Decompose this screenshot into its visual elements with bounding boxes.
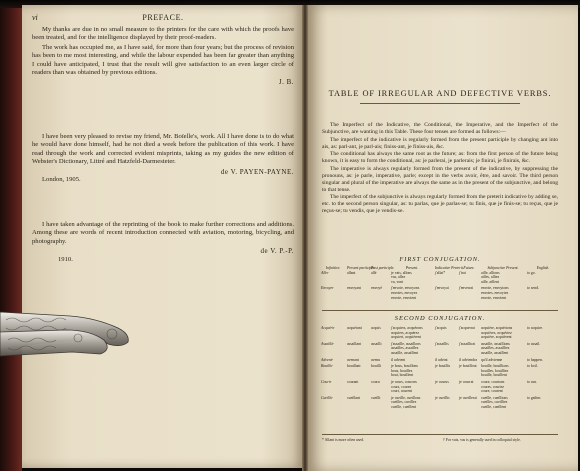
table-cell: j'acquerrai [459,326,475,330]
table-introduction [322,122,558,216]
footnotes [322,438,558,443]
table-cell: courant [347,379,359,384]
column-header: Infinitive. [325,266,341,270]
second-conjugation-heading: SECOND CONJUGATION. [394,315,486,322]
table-cell: envoyé [371,286,382,291]
table-cell: to go. [527,270,536,275]
column-header: Subjunctive Present. [487,266,519,270]
table-cell: j'envoie, envoyons envoies, envoyez envoie, envoient [391,286,420,300]
table-cell: acquis [371,326,381,330]
table-cell: Envoyer [321,286,334,291]
table-cell: je courrai [459,379,474,384]
table-cell: acquière, acquérions acquières, acquériez acquière, acquièrent [481,326,513,340]
footnote-rule [322,434,558,435]
table-cell: avenant [347,357,359,362]
first-conjugation-table [320,266,560,302]
footnote: † For vais, vas is generally used in colloquial style. [443,438,521,442]
column-header: Present participle. [347,266,376,270]
intro-paragraph: The imperative is always regularly formed from the present of the indicative, by suppressing the pronouns, as: je parle, imperative, parle; except in the verbs avoir, être, and savoir. The third person singular and plural of the imperative are always the same as in the present of the subjunctive, and belong to that tense. [322,165,558,193]
footnote: * Allant is more often used. [322,438,364,442]
table-cell: coure, courions coures, couriez coure, courent [481,379,505,394]
table-cell: Cueillir [321,395,333,400]
table-cell: qu'il advienne [481,357,503,362]
table-cell: je bouillirai [459,364,477,369]
book-cover-edge [0,0,22,471]
page-number: vi [32,13,38,22]
second-conjugation-table [320,326,560,412]
column-header: Present. [405,266,419,270]
table-cell: bouille, bouillions bouilles, bouilliez bouille, bouillent [481,364,509,378]
preface-paragraph: I have been very pleased to revise my friend, Mr. Boïelle's, work. All I have done is to do what he would have done himself, had he not died a week before the publication of this work. I have read through the work and corrected evident misprints, taking as my guides the new edition of Webster's Dictionary, Littré and Hatzfeld-Darmesteter. [32,133,294,166]
left-running-head [32,13,294,23]
table-cell: j'acquiers, acquérons acquiers, acquérez acquiert, acquièrent [391,326,423,340]
table-cell: cueillant [347,395,361,400]
table-cell: to happen. [527,357,543,362]
table-cell: Assaillir [321,341,334,346]
preface-block-2 [32,133,294,184]
section-rule [322,310,558,311]
table-cell: to acquire. [527,326,544,330]
table-cell: acquérant [347,326,362,330]
table-cell: to gather. [527,395,542,400]
table-cell: envoie, envoyions envoies, envoyiez envoie, envoient [481,286,509,300]
table-row [320,326,560,340]
table-cell: allé [371,270,377,275]
intro-paragraph: The imperfect of the indicative is regularly formed from the present participle by changing ant into ais, as: parl-ant, je parl-ais; finiss-ant, je finiss-ais, &c. [322,136,558,150]
row-spacer [320,300,560,302]
table-cell: je vais, allons vas, allez va, vont [391,270,412,284]
table-cell: je cueille, cueillons cueilles, cueillez cueille, cueillent [391,395,421,409]
table-cell: to assail. [527,341,541,346]
table-cell: j'assaille, assaillons assailles, assaillez assaille, assaillent [391,341,421,355]
table-cell: j'irai [459,270,466,275]
book-gutter [302,5,308,471]
table-cell: il advint [435,357,448,362]
preface-paragraph: My thanks are due in no small measure to the printers for the care with which the proofs have been treated, and for the intelligence displayed by their proof-readers. [32,26,294,42]
table-cell: bouillant [347,364,361,369]
table-cell: je courus [435,379,449,384]
column-header: Future. [463,266,475,270]
table-cell: il advient [391,357,406,362]
table-cell: aille, allions ailles, alliez aille, aillent [481,270,500,284]
table-cell: je bouillis [435,364,451,369]
table-cell: couru [371,379,380,384]
column-header: Past participle. [371,266,395,270]
preface-paragraph: The work has occupied me, as I have said, for more than four years; but the process of revision has been to me most interesting, and while the labour expended has been far greater than anything I could have anticipated, I trust that the result will give satisfaction to an even larger circle of readers than was obtained by previous editions. [32,43,294,77]
table-cell: je cueillerai [459,395,477,400]
table-row [320,271,560,285]
table-cell: assailli [371,341,382,346]
table-row [320,380,560,394]
table-cell: to send. [527,286,539,291]
intro-paragraph: The conditional has always the same root as the future; as: from the first person of the future being known, it is easy to form the conditional, as: je parlerai, je parlerais; je finirai, je finirais, &c. [322,151,558,164]
signature-payen-payne: de V. PAYEN-PAYNE. [220,167,294,176]
table-title: TABLE OF IRREGULAR AND DEFECTIVE VERBS. [328,89,552,98]
first-conjugation-heading: FIRST CONJUGATION. [399,256,481,263]
table-cell: j'enverrai [459,286,474,291]
table-cell: je bous, bouillons bous, bouillez bout, bouillent [391,364,418,378]
intro-paragraph: The imperfect of the subjunctive is always regularly formed from the preterit indicative by adding se, etc. to the second person singular, as: tu parlas, que je parlas-se; tu finis, que je finis-se; tu reçus, que je reçus-se; tu vendis, que je vendis-se. [322,194,558,214]
table-row [320,286,560,300]
preface-paragraph: I have taken advantage of the reprinting of the book to make further corrections and additions. Among these are words of recent introduction connected with aviation, motoring, bicycling, and photography. [32,221,294,245]
table-cell: il adviendra [459,357,478,362]
title-rule [360,103,520,104]
table-cell: j'envoyai [435,286,449,291]
table-cell: to run. [527,379,537,384]
table-cell: avenu [371,357,381,362]
bookmark-clip-icon [0,306,134,360]
row-spacer [320,410,560,412]
table-cell: j'allai* [435,270,446,275]
table-cell: Advenir [321,357,334,362]
dateline-1910: 1910. [58,255,73,263]
running-head-title: PREFACE. [142,13,184,22]
table-row [320,358,560,363]
table-cell: to boil. [527,364,538,369]
preface-block-3 [32,221,294,264]
table-cell: je cours, courons cours, courez court, courent [391,379,417,394]
table-cell: Acquérir [321,326,335,330]
table-cell: Aller [321,270,329,275]
signature-vpp: de V. P.-P. [260,247,294,256]
table-cell: je cueillis [435,395,450,400]
table-cell: allant [347,270,356,275]
dateline-1905: London, 1905. [42,176,81,184]
table-cell: cueille, cueillions cueilles, cueilliez cueille, cueillent [481,395,508,409]
intro-paragraph: The Imperfect of the Indicative, the Conditional, the Imperative, and the Imperfect of the Subjunctive, are wanting in this Table. These four tenses are formed as follows:— [322,122,558,135]
table-cell: bouilli [371,364,381,369]
table-cell: j'acquis [435,326,447,330]
table-row [320,342,560,356]
column-header: Indicative Preterit. [435,266,464,270]
signature-jb: J. B. [278,78,294,87]
table-cell: j'assaillis [435,341,449,346]
table-cell: Bouillir [321,364,333,369]
table-cell: envoyant [347,286,361,291]
table-cell: assaille, assaillions assailles, assailliez assaille, assaillent [481,341,510,355]
table-cell: Courir [321,379,332,384]
table-row [320,364,560,378]
column-header: English. [536,266,550,270]
table-cell: cueilli [371,395,381,400]
preface-block-1 [32,26,294,87]
table-cell: j'assaillirai [459,341,476,346]
table-cell: assaillant [347,341,362,346]
table-row [320,396,560,410]
